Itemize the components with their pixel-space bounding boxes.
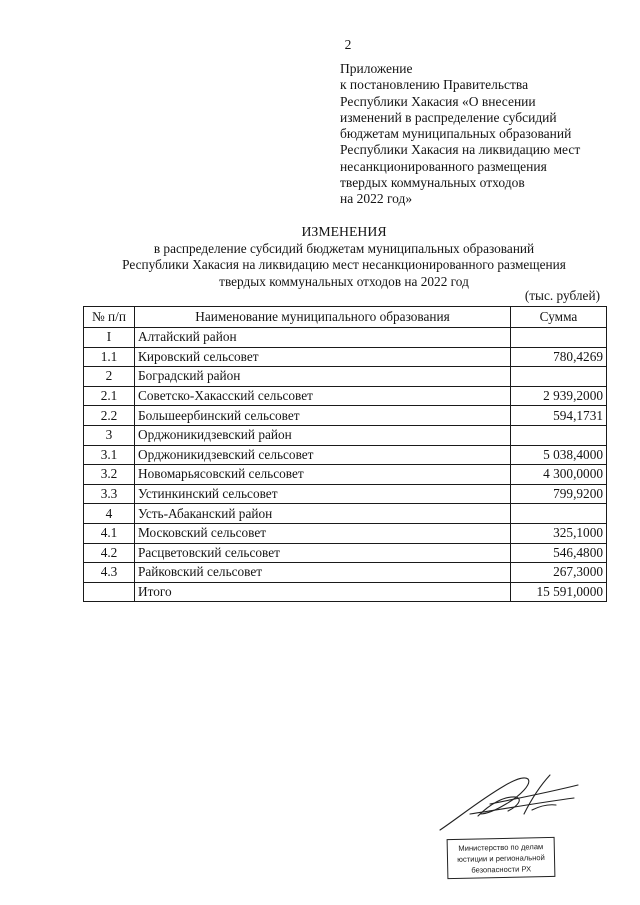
amount-cell: 325,1000	[511, 523, 607, 543]
official-stamp	[447, 837, 556, 879]
amount-cell: 594,1731	[511, 406, 607, 426]
row-number-cell: 4	[84, 504, 135, 524]
amount-cell	[511, 425, 607, 445]
header-number: № п/п	[84, 307, 135, 328]
title-line: в распределение субсидий бюджетам муниципальных образований	[153, 240, 535, 256]
row-number-cell: 2	[84, 367, 135, 387]
row-number-cell: 3.2	[84, 465, 135, 485]
table-row	[84, 445, 607, 465]
table-row	[84, 425, 607, 445]
amount-cell: 15 591,0000	[511, 582, 607, 602]
row-number-cell: 2.1	[84, 386, 135, 406]
amount-cell: 799,9200	[511, 484, 607, 504]
row-number-cell: 4.1	[84, 523, 135, 543]
subsidy-table	[83, 306, 607, 602]
title-line: Республики Хакасия на ликвидацию мест несанкционированного размещения	[122, 257, 566, 272]
table-header-row	[84, 307, 607, 328]
appendix-line: изменений в распределение субсидий	[340, 109, 557, 125]
municipality-name-cell: Большеербинский сельсовет	[135, 406, 511, 426]
signature	[432, 770, 582, 834]
appendix-line: твердых коммунальных отходов	[340, 175, 525, 191]
appendix-line: несанкционированного размещения	[340, 158, 547, 174]
municipality-name-cell: Кировский сельсовет	[135, 347, 511, 367]
header-amount: Сумма	[511, 307, 607, 328]
row-number-cell: 2.2	[84, 406, 135, 426]
municipality-name-cell: Орджоникидзевский сельсовет	[135, 445, 511, 465]
row-number-cell: I	[84, 328, 135, 348]
row-number-cell: 3.3	[84, 484, 135, 504]
row-number-cell	[84, 582, 135, 602]
page-number: 2	[344, 37, 352, 52]
header-municipality-name: Наименование муниципального образования	[135, 307, 511, 328]
appendix-line: Республики Хакасия «О внесении	[340, 93, 536, 109]
table-row	[84, 465, 607, 485]
municipality-name-cell: Райковский сельсовет	[135, 563, 511, 583]
amount-cell	[511, 328, 607, 348]
appendix-line: на 2022 год»	[340, 191, 413, 207]
stamp-line: Министерство по делам	[458, 842, 544, 853]
table-row	[84, 543, 607, 563]
document-title	[84, 224, 604, 290]
units-note: (тыс. рублей)	[524, 288, 600, 303]
table-row	[84, 347, 607, 367]
amount-cell: 267,3000	[511, 563, 607, 583]
amount-cell	[511, 367, 607, 387]
municipality-name-cell: Боградский район	[135, 367, 511, 387]
municipality-name-cell: Новомарьясовский сельсовет	[135, 465, 511, 485]
stamp-line: безопасности РХ	[471, 864, 532, 875]
municipality-name-cell: Алтайский район	[135, 328, 511, 348]
title-heading: ИЗМЕНЕНИЯ	[301, 224, 387, 239]
table-row	[84, 406, 607, 426]
row-number-cell: 3.1	[84, 445, 135, 465]
appendix-line: Приложение	[340, 61, 413, 76]
municipality-name-cell: Усть-Абаканский район	[135, 504, 511, 524]
row-number-cell: 3	[84, 425, 135, 445]
table-row	[84, 523, 607, 543]
appendix-line: Республики Хакасия на ликвидацию мест	[340, 142, 581, 158]
table-body	[84, 328, 607, 602]
municipality-name-cell: Итого	[135, 582, 511, 602]
appendix-note	[340, 61, 630, 208]
amount-cell	[511, 504, 607, 524]
municipality-name-cell: Московский сельсовет	[135, 523, 511, 543]
stamp-line: юстиции и региональной	[457, 853, 545, 864]
amount-cell: 546,4800	[511, 543, 607, 563]
amount-cell: 5 038,4000	[511, 445, 607, 465]
municipality-name-cell: Советско-Хакасский сельсовет	[135, 386, 511, 406]
amount-cell: 2 939,2000	[511, 386, 607, 406]
municipality-name-cell: Орджоникидзевский район	[135, 425, 511, 445]
table-row	[84, 484, 607, 504]
appendix-line: бюджетам муниципальных образований	[340, 126, 572, 142]
row-number-cell: 4.3	[84, 563, 135, 583]
table-row	[84, 582, 607, 602]
appendix-line: к постановлению Правительства	[340, 77, 529, 93]
table-row	[84, 504, 607, 524]
title-line: твердых коммунальных отходов на 2022 год	[219, 273, 469, 289]
table-row	[84, 328, 607, 348]
row-number-cell: 4.2	[84, 543, 135, 563]
table-row	[84, 386, 607, 406]
row-number-cell: 1.1	[84, 347, 135, 367]
table-row	[84, 563, 607, 583]
amount-cell: 780,4269	[511, 347, 607, 367]
amount-cell: 4 300,0000	[511, 465, 607, 485]
table-row	[84, 367, 607, 387]
municipality-name-cell: Расцветовский сельсовет	[135, 543, 511, 563]
municipality-name-cell: Устинкинский сельсовет	[135, 484, 511, 504]
